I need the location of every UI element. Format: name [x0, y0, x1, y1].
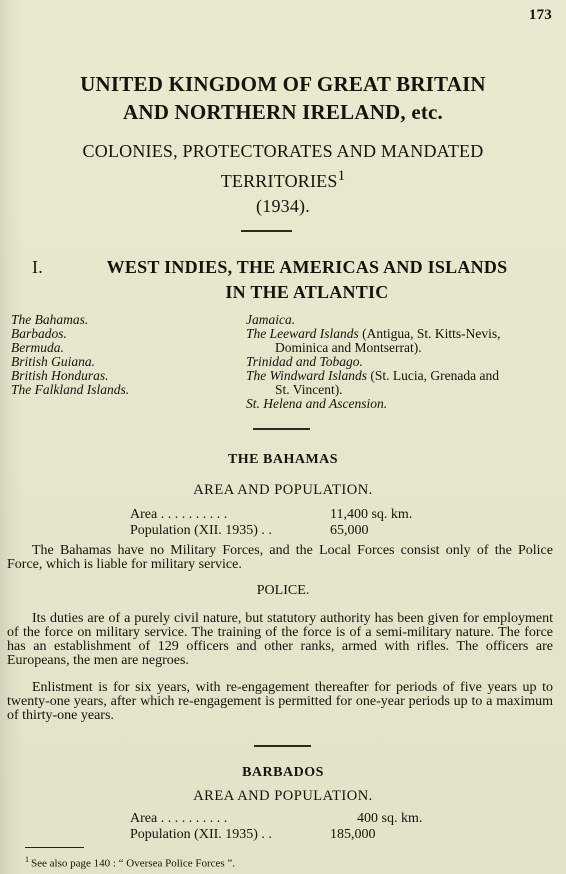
barbados-heading: BARBADOS [242, 765, 324, 780]
footnote-text: See also page 140 : “ Oversea Police Forces ”. [31, 857, 236, 870]
territory-list-left [11, 313, 231, 397]
windward-islands-detail-continued: St. Vincent). [275, 382, 343, 397]
territory-item-british-honduras: British Honduras. [11, 368, 109, 383]
territory-item-trinidad-tobago: Trinidad and Tobago. [246, 354, 363, 369]
section-number: I. [32, 257, 43, 277]
section-heading [30, 255, 550, 305]
windward-islands-detail: (St. Lucia, Grenada and [367, 368, 499, 383]
territory-item-bermuda: Bermuda. [11, 340, 64, 355]
barbados-area-heading: AREA AND POPULATION. [193, 788, 373, 804]
leeward-islands-name: The Leeward Islands [246, 326, 359, 341]
subtitle-footnote-marker: 1 [337, 168, 346, 184]
bahamas-area-value: 11,400 sq. km. [330, 507, 413, 522]
territory-divider [253, 428, 310, 430]
bahamas-population-value: 65,000 [330, 523, 369, 538]
section-title-line-1: WEST INDIES, THE AMERICAS AND ISLANDS [106, 257, 508, 277]
page-number: 173 [528, 7, 552, 23]
bahamas-military-paragraph: The Bahamas have no Military Forces, and the Local Forces consist only of the Police Force, which is liable for military service. [7, 543, 553, 572]
territory-item-leeward-islands [246, 327, 566, 341]
subtitle-line-1: COLONIES, PROTECTORATES AND MANDATED [82, 141, 484, 161]
bahamas-heading: THE BAHAMAS [227, 452, 339, 467]
territory-item-windward-islands [246, 369, 566, 383]
main-title-line-1: UNITED KINGDOM OF GREAT BRITAIN [80, 72, 486, 96]
bahamas-population-label: Population (XII. 1935) . . [130, 523, 272, 538]
leeward-islands-detail-continued: Dominica and Montserrat). [275, 340, 422, 355]
territory-list-right [246, 313, 566, 411]
bahamas-area-label: Area . . . . . . . . . . [130, 507, 228, 522]
bahamas-area-heading: AREA AND POPULATION. [193, 482, 373, 498]
section-title-line-2: IN THE ATLANTIC [225, 282, 389, 302]
title-divider [241, 230, 292, 232]
subtitle-year: (1934). [256, 196, 310, 216]
footnote [25, 854, 235, 870]
territory-item-falkland-islands: The Falkland Islands. [11, 382, 130, 397]
barbados-divider [254, 745, 311, 747]
territory-item-bahamas: The Bahamas. [11, 312, 89, 327]
subtitle-line-2 [0, 164, 566, 194]
territory-item-st-helena-ascension: St. Helena and Ascension. [246, 396, 388, 411]
barbados-population-label: Population (XII. 1935) . . [130, 827, 272, 842]
bahamas-police-paragraph-2: Enlistment is for six years, with re-engagement thereafter for periods of five years up to twenty-one years, after which re-engagement is permitted for one-year periods up to a maximum of thirty-one years. [7, 680, 553, 723]
footnote-marker: 1 [25, 855, 29, 864]
barbados-area-label: Area . . . . . . . . . . [130, 811, 228, 826]
barbados-population-value: 185,000 [330, 827, 376, 842]
territory-item-british-guiana: British Guiana. [11, 354, 96, 369]
footnote-divider [25, 847, 84, 848]
subtitle-territories: TERRITORIES [220, 171, 338, 191]
windward-islands-name: The Windward Islands [246, 368, 368, 383]
bahamas-police-heading: POLICE. [256, 583, 310, 598]
main-title [0, 70, 566, 126]
main-title-line-2: AND NORTHERN IRELAND, etc. [122, 100, 444, 124]
territory-item-jamaica: Jamaica. [246, 312, 296, 327]
territory-item-barbados: Barbados. [11, 326, 67, 341]
leeward-islands-detail: (Antigua, St. Kitts-Nevis, [358, 326, 501, 341]
barbados-area-value: 400 sq. km. [357, 811, 423, 826]
bahamas-police-paragraph-1: Its duties are of a purely civil nature, but statutory authority has been given for employment of the force on military service. The training of the force is of a semi-military nature. The force has an establishment of 129 officers and other ranks, armed with rifles. The officers are Europeans, the men are negroes. [7, 611, 553, 668]
subtitle [0, 139, 566, 219]
